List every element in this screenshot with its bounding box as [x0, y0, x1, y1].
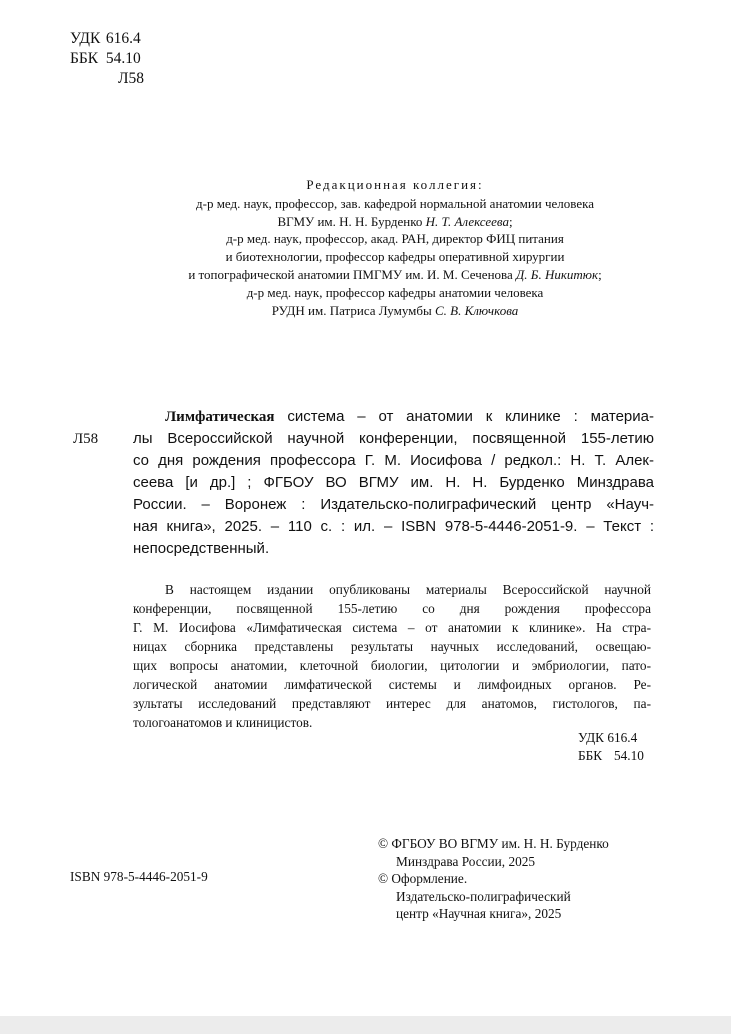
board-line: РУДН им. Патриса Лумумбы С. В. Ключкова	[271, 302, 519, 318]
copyright-line: центр «Научная книга», 2025	[396, 906, 562, 921]
biblio-line: лы Всероссийской научной конференции, посвященной 155-летию	[133, 430, 654, 447]
annotation-line: В настоящем издании опубликованы материалы Всероссийской научной	[165, 582, 651, 597]
editor-name: Н. Т. Алексеева	[425, 213, 509, 229]
annotation-line: конференции, посвященной 155-летию со дня рождения профессора	[133, 601, 651, 616]
bibliographic-description	[133, 406, 654, 560]
udk-value: 616.4	[105, 30, 141, 47]
board-line: д-р мед. наук, профессор кафедры анатомии человека	[246, 284, 544, 300]
copyright-line: Минздрава России, 2025	[396, 853, 536, 869]
isbn: ISBN 978-5-4446-2051-9	[70, 869, 208, 884]
book-title-bold: Лимфатическая	[165, 409, 275, 425]
annotation-line: щих вопросы анатомии, клеточной биологии, цитологии и эмбриологии, пато-	[133, 658, 651, 673]
board-line: и топографической анатомии ПМГМУ им. И. М. Сеченова Д. Б. Никитюк;	[188, 266, 602, 282]
udk-row	[70, 29, 144, 49]
editorial-board-heading: Редакционная коллегия:	[306, 177, 484, 192]
annotation-line: зультаты исследований представляют интерес для анатомов, гистологов, па-	[133, 696, 651, 711]
author-mark-top: Л58	[118, 70, 145, 87]
copyright-block	[378, 835, 609, 923]
biblio-line: сеева [и др.] ; ФГБОУ ВО ВГМУ им. Н. Н. Бурденко Минздрава	[133, 474, 654, 491]
biblio-line: Лимфатическая система – от анатомии к клинике : материа-	[165, 408, 654, 425]
bbk-row	[70, 49, 144, 69]
annotation	[133, 580, 651, 732]
bbk-code: ББК 54.10	[578, 748, 644, 763]
udk-code: УДК 616.4	[578, 730, 638, 745]
copyright-line: © ФГБОУ ВО ВГМУ им. Н. Н. Бурденко	[378, 836, 609, 851]
biblio-line: России. – Воронеж : Издательско-полиграфический центр «Науч-	[133, 496, 654, 513]
udk-label: УДК	[70, 30, 101, 47]
biblio-line: непосредственный.	[133, 540, 270, 557]
biblio-line: со дня рождения профессора Г. М. Иосифова / редкол.: Н. Т. Алек-	[133, 452, 654, 469]
annotation-line: логической анатомии лимфатической системы и лимфоидных органов. Ре-	[133, 677, 651, 692]
editor-name: Д. Б. Никитюк	[516, 266, 599, 282]
board-line: д-р мед. наук, профессор, зав. кафедрой нормальной анатомии человека	[196, 195, 594, 211]
annotation-line: тологоанатомов и клиницистов.	[133, 715, 313, 730]
viewer-bottom-edge	[0, 1016, 731, 1034]
editor-name: С. В. Ключкова	[435, 302, 519, 318]
board-line: ВГМУ им. Н. Н. Бурденко Н. Т. Алексеева;	[277, 213, 513, 229]
copyright-line: © Оформление.	[378, 871, 468, 886]
board-line: и биотехнологии, профессор кафедры оперативной хирургии	[225, 249, 565, 265]
biblio-line: ная книга», 2025. – 110 с. : ил. – ISBN 978-5-4446-2051-9. – Текст :	[133, 518, 654, 535]
annotation-line: ницах сборника представлены результаты научных исследований, освещаю-	[133, 639, 651, 654]
classification-codes-bottom	[578, 729, 644, 765]
board-line: д-р мед. наук, профессор, акад. РАН, директор ФИЦ питания	[226, 231, 564, 247]
copyright-line: Издательско-полиграфический	[396, 888, 571, 904]
classification-codes	[70, 29, 144, 89]
bbk-label: ББК	[70, 50, 99, 67]
author-mark: Л58	[73, 431, 99, 447]
bbk-value: 54.10	[105, 50, 141, 67]
editorial-board	[130, 176, 660, 319]
annotation-line: Г. М. Иосифова «Лимфатическая система – от анатомии к клинике». На стра-	[133, 620, 651, 635]
